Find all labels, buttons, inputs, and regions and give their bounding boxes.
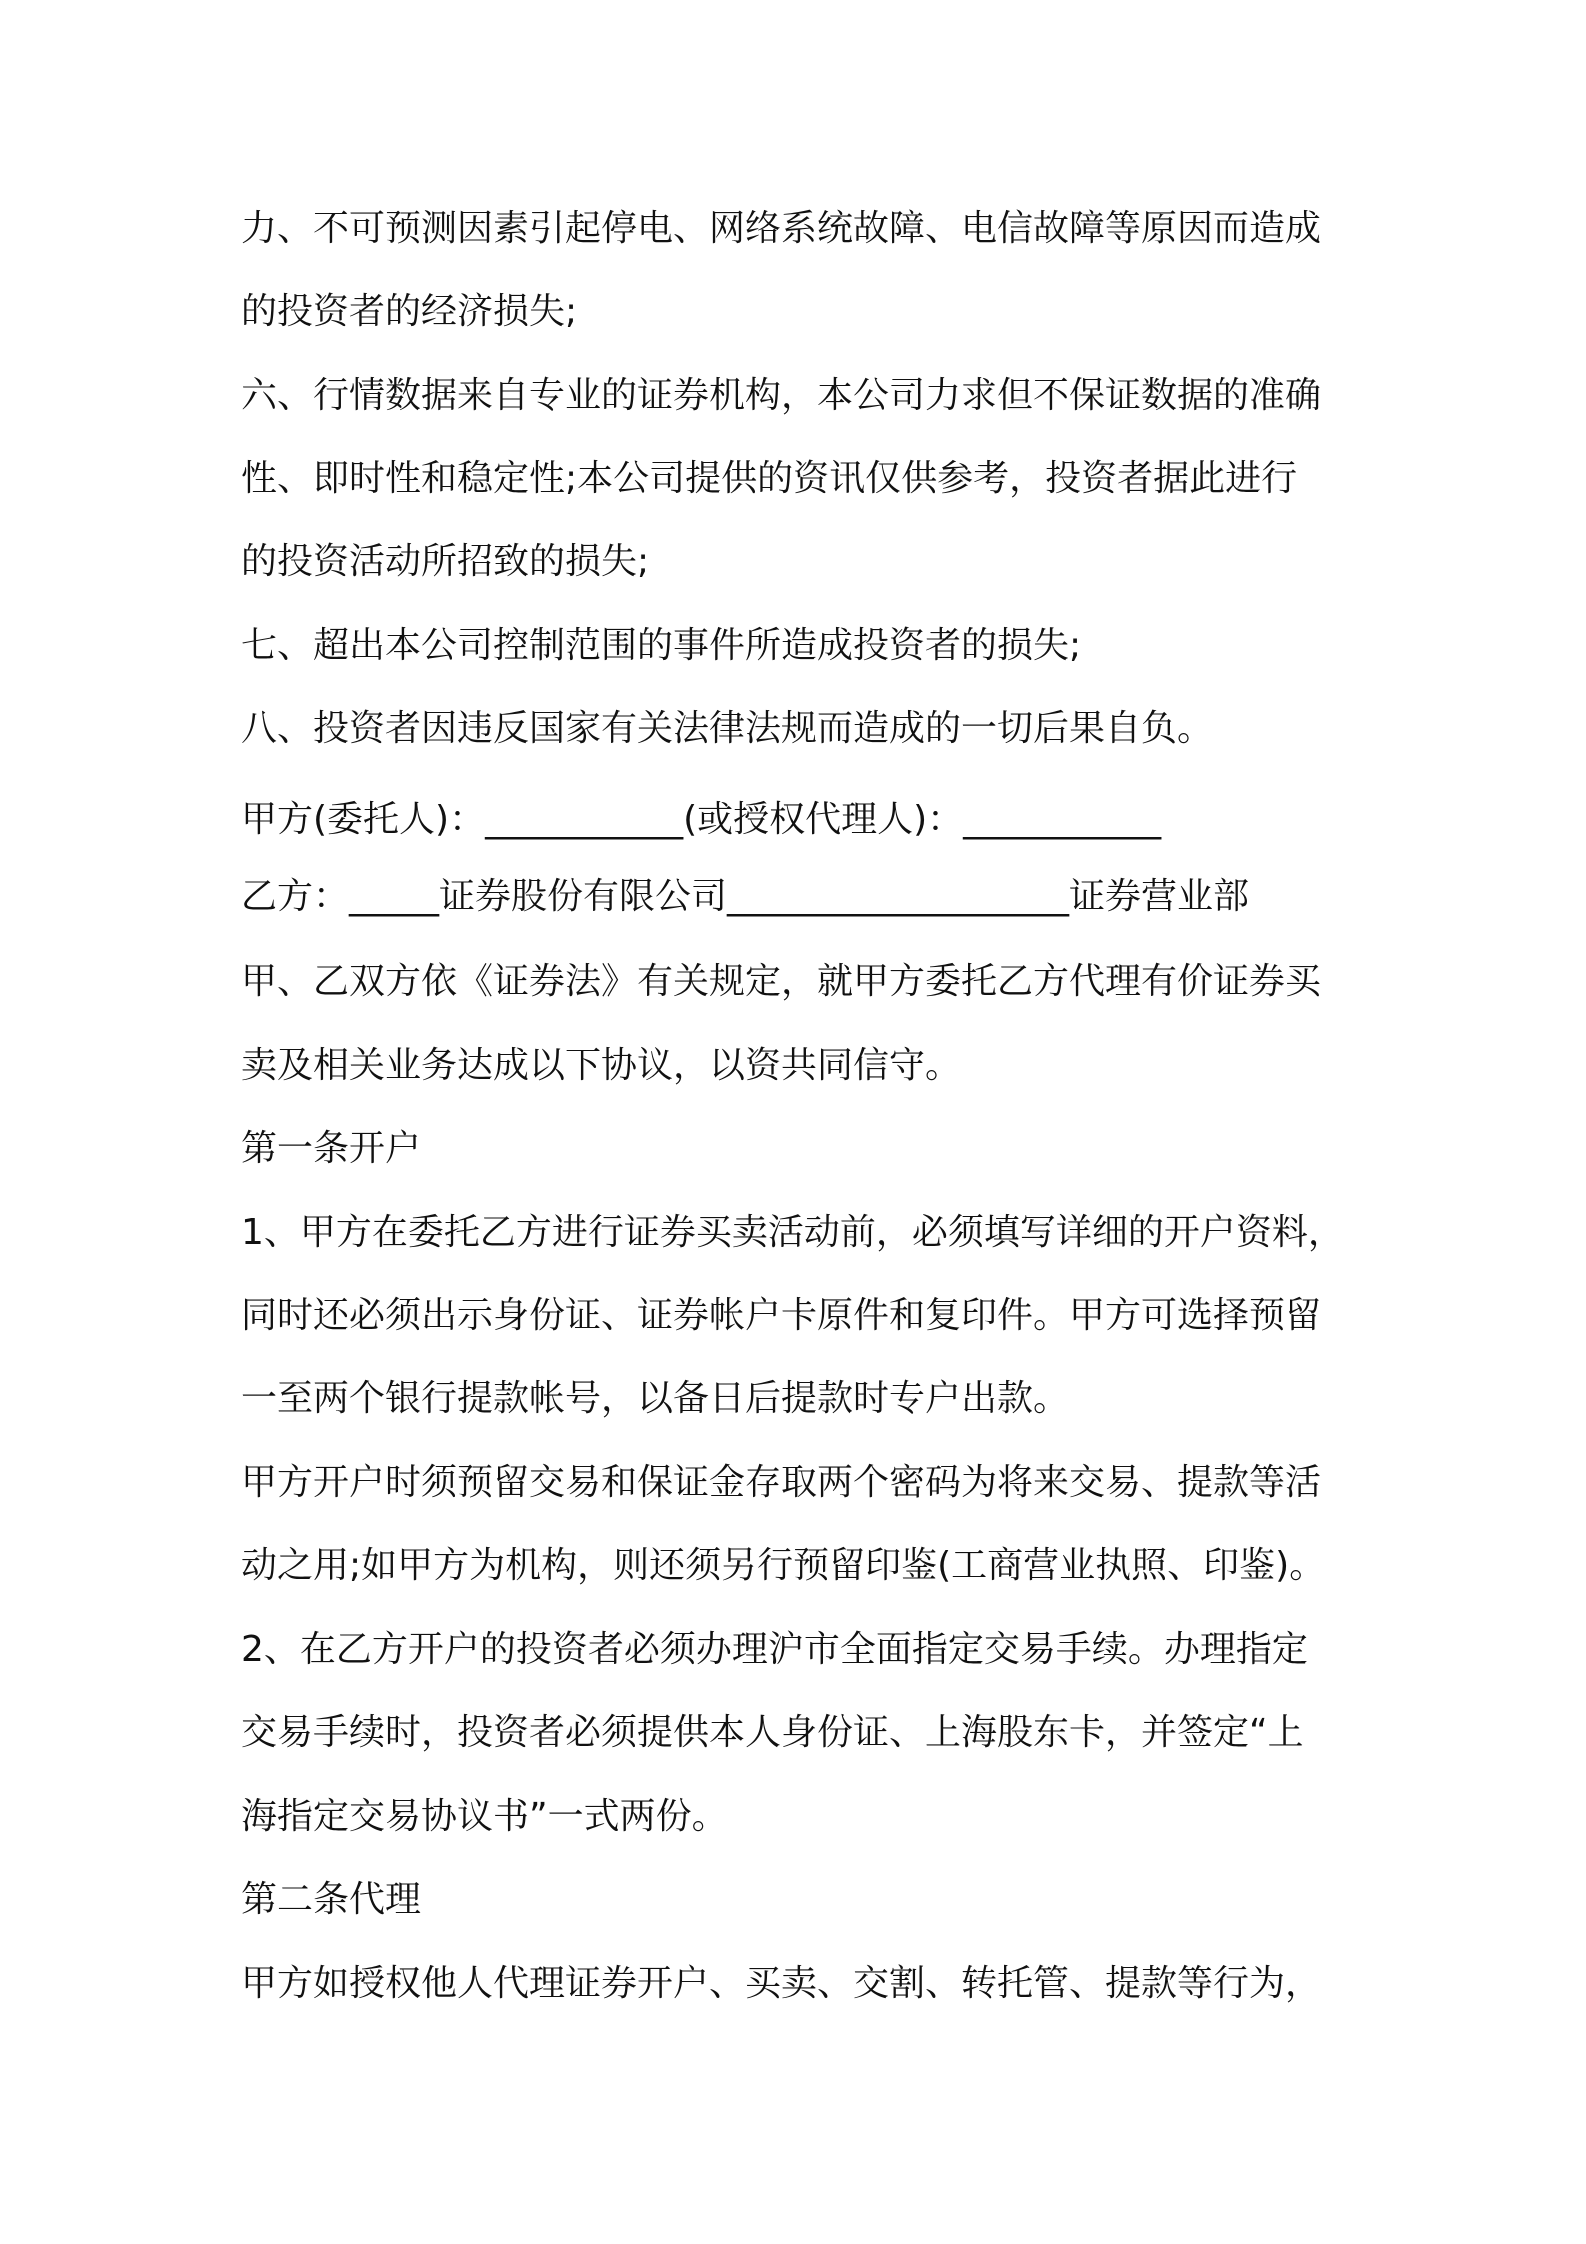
text-line: 甲方如授权他人代理证券开户、买卖、交割、转托管、提款等行为，	[241, 1963, 1322, 2004]
text-line: 甲、乙双方依《证券法》有关规定，就甲方委托乙方代理有价证券买	[241, 961, 1322, 1002]
signature-line-party-a: 甲方(委托人)：___________(或授权代理人)：___________	[241, 799, 1162, 840]
text-line: 的投资者的经济损失;	[241, 291, 578, 332]
text-line: 动之用;如甲方为机构，则还须另行预留印鉴(工商营业执照、印鉴)。	[241, 1545, 1326, 1586]
text-line: 六、行情数据来自专业的证券机构，本公司力求但不保证数据的准确	[241, 375, 1322, 416]
text-line: 七、超出本公司控制范围的事件所造成投资者的损失;	[241, 625, 1082, 666]
section-heading: 第二条代理	[241, 1879, 422, 1920]
text-line: 一至两个银行提款帐号，以备日后提款时专户出款。	[241, 1378, 1070, 1419]
text-line: 同时还必须出示身份证、证券帐户卡原件和复印件。甲方可选择预留	[241, 1295, 1322, 1336]
text-line: 八、投资者因违反国家有关法律法规而造成的一切后果自负。	[241, 708, 1214, 749]
text-line: 甲方开户时须预留交易和保证金存取两个密码为将来交易、提款等活	[241, 1462, 1322, 1503]
text-line: 性、即时性和稳定性;本公司提供的资讯仅供参考，投资者据此进行	[241, 458, 1298, 499]
text-line: 海指定交易协议书”一式两份。	[241, 1796, 728, 1837]
text-line: 力、不可预测因素引起停电、网络系统故障、电信故障等原因而造成	[241, 208, 1322, 249]
section-heading: 第一条开户	[241, 1128, 422, 1169]
text-line: 1、甲方在委托乙方进行证券买卖活动前，必须填写详细的开户资料，	[241, 1212, 1344, 1253]
text-line: 卖及相关业务达成以下协议，以资共同信守。	[241, 1045, 962, 1086]
text-line: 的投资活动所招致的损失;	[241, 541, 650, 582]
signature-line-party-b: 乙方：_____证券股份有限公司___________________证券营业部	[241, 876, 1250, 917]
text-line: 2、在乙方开户的投资者必须办理沪市全面指定交易手续。办理指定	[241, 1629, 1308, 1670]
text-line: 交易手续时，投资者必须提供本人身份证、上海股东卡，并签定“上	[241, 1712, 1304, 1753]
